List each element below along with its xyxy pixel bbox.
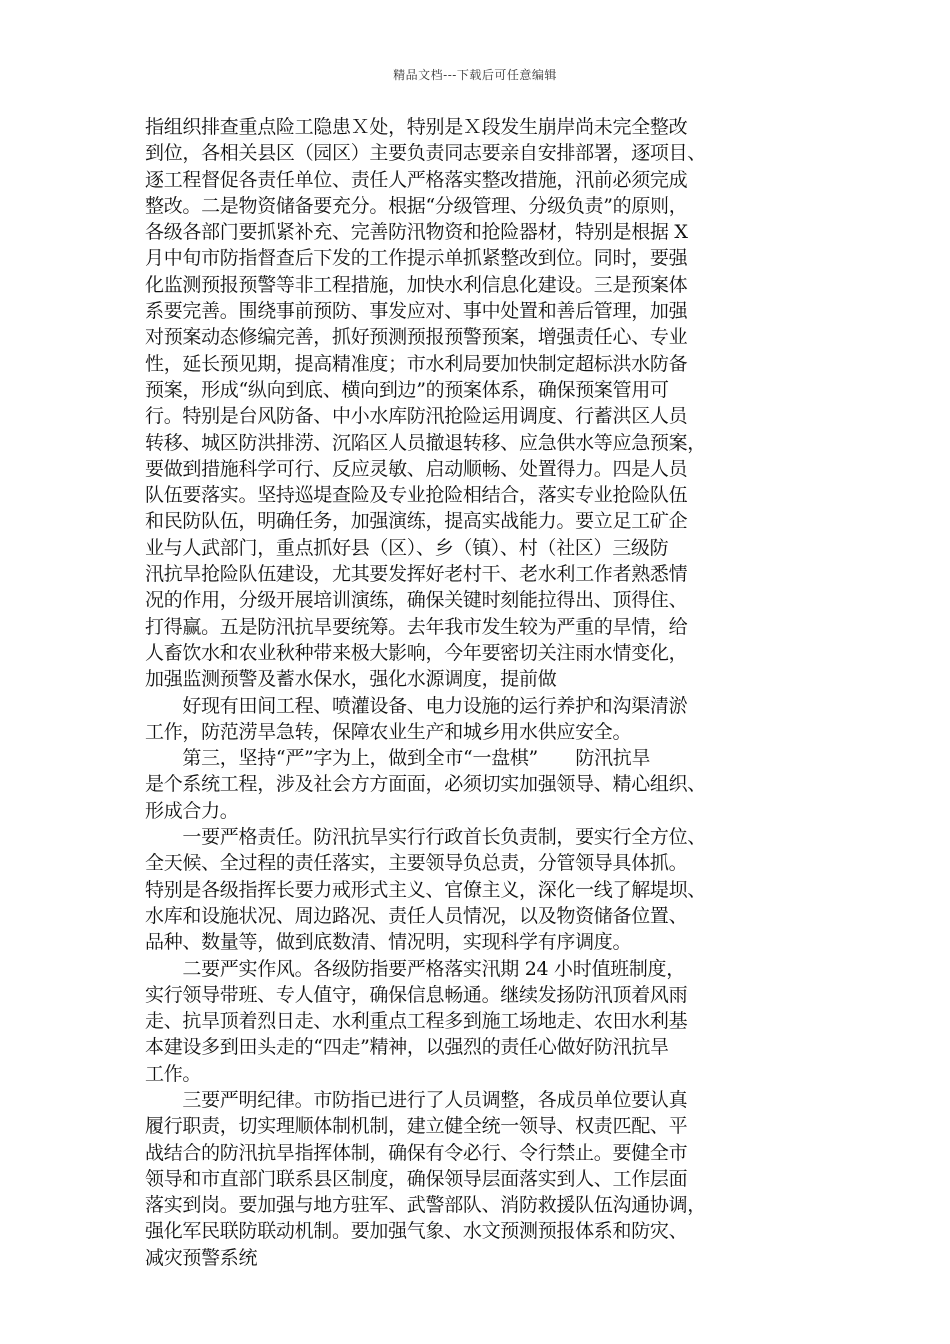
- text-line: 实行领导带班、专人值守，确保信息畅通。继续发扬防汛顶着风雨: [145, 983, 688, 1006]
- text-line: 本建设多到田头走的“四走”精神，以强烈的责任心做好防汛抗旱: [145, 1036, 669, 1059]
- text-line: 打得赢。五是防汛抗旱要统筹。去年我市发生较为严重的旱情，给: [145, 615, 688, 638]
- text-line: 领导和市直部门联系县区制度，确保领导层面落实到人、工作层面: [145, 1167, 688, 1190]
- text-line: 要做到措施科学可行、反应灵敏、启动顺畅、处置得力。四是人员: [145, 457, 688, 480]
- text-line: 特别是各级指挥长要力戒形式主义、官僚主义，深化一线了解堤坝、: [145, 878, 707, 901]
- document-body: [145, 114, 810, 1271]
- text-line: 减灾预警系统: [145, 1246, 258, 1269]
- text-line: 好现有田间工程、喷灌设备、电力设施的运行养护和沟渠清淤: [145, 694, 688, 717]
- text-line: 系要完善。围绕事前预防、事发应对、事中处置和善后管理，加强: [145, 300, 688, 323]
- text-line: 强化军民联防联动机制。要加强气象、水文预测预报体系和防灾、: [145, 1220, 688, 1243]
- text-line: 性，延长预见期，提高精准度；市水利局要加快制定超标洪水防备: [145, 352, 688, 375]
- text-line: 月中旬市防指督查后下发的工作提示单抓紧整改到位。同时，要强: [145, 247, 688, 270]
- text-line: 队伍要落实。坚持巡堤查险及专业抢险相结合，落实专业抢险队伍: [145, 484, 688, 507]
- text-line: 三要严明纪律。市防指已进行了人员调整，各成员单位要认真: [145, 1088, 688, 1111]
- text-line: 对预案动态修编完善，抓好预测预报预警预案，增强责任心、专业: [145, 326, 688, 349]
- text-line: 人畜饮水和农业秋种带来极大影响，今年要密切关注雨水情变化，: [145, 641, 688, 664]
- text-line: 履行职责，切实理顺体制机制，建立健全统一领导、权责匹配、平: [145, 1115, 688, 1138]
- text-line: 逐工程督促各责任单位、责任人严格落实整改措施，汛前必须完成: [145, 168, 688, 191]
- text-line: 业与人武部门，重点抓好县（区）、乡（镇）、村（社区）三级防: [145, 536, 669, 559]
- text-line: 各级各部门要抓紧补充、完善防汛物资和抢险器材，特别是根据 X: [145, 221, 688, 244]
- text-line: 形成合力。: [145, 799, 239, 822]
- page-header: 精品文档---下载后可任意编辑: [393, 68, 557, 82]
- text-line: 走、抗旱顶着烈日走、水利重点工程多到施工场地走、农田水利基: [145, 1010, 688, 1033]
- text-line: 整改。二是物资储备要充分。根据“分级管理、分级负责”的原则，: [145, 194, 688, 217]
- text-line: 到位，各相关县区（园区）主要负责同志要亲自安排部署，逐项目、: [145, 142, 707, 165]
- text-line: 工作，防范涝旱急转，保障农业生产和城乡用水供应安全。: [145, 720, 632, 743]
- text-line: 第三，坚持“严”字为上，做到全市“一盘棋” 防汛抗旱: [145, 747, 651, 770]
- text-line: 二要严实作风。各级防指要严格落实汛期 24 小时值班制度，: [145, 957, 685, 980]
- text-line: 水库和设施状况、周边路况、责任人员情况，以及物资储备位置、: [145, 904, 688, 927]
- text-line: 预案，形成“纵向到底、横向到边”的预案体系，确保预案管用可: [145, 378, 669, 401]
- text-line: 品种、数量等，做到底数清、情况明，实现科学有序调度。: [145, 931, 632, 954]
- text-line: 全天候、全过程的责任落实，主要领导负总责，分管领导具体抓。: [145, 852, 688, 875]
- text-line: 行。特别是台风防备、中小水库防汛抢险运用调度、行蓄洪区人员: [145, 405, 688, 428]
- text-line: 况的作用，分级开展培训演练，确保关键时刻能拉得出、顶得住、: [145, 589, 688, 612]
- text-line: 化监测预报预警等非工程措施，加快水利信息化建设。三是预案体: [145, 273, 688, 296]
- text-line: 战结合的防汛抗旱指挥体制，确保有令必行、令行禁止。要健全市: [145, 1141, 688, 1164]
- text-line: 指组织排查重点险工隐患Ｘ处，特别是Ｘ段发生崩岸尚未完全整改: [145, 116, 688, 138]
- text-line: 加强监测预警及蓄水保水，强化水源调度，提前做: [145, 668, 557, 691]
- text-line: 是个系统工程，涉及社会方方面面，必须切实加强领导、精心组织、: [145, 773, 707, 796]
- text-line: 和民防队伍，明确任务，加强演练，提高实战能力。要立足工矿企: [145, 510, 688, 533]
- text-line: 工作。: [145, 1062, 202, 1085]
- text-line: 汛抗旱抢险队伍建设，尤其要发挥好老村干、老水利工作者熟悉情: [145, 563, 688, 586]
- text-line: 一要严格责任。防汛抗旱实行行政首长负责制，要实行全方位、: [145, 826, 707, 849]
- text-line: 转移、城区防洪排涝、沉陷区人员撤退转移、应急供水等应急预案，: [145, 431, 707, 454]
- text-line: 落实到岗。要加强与地方驻军、武警部队、消防救援队伍沟通协调，: [145, 1194, 707, 1217]
